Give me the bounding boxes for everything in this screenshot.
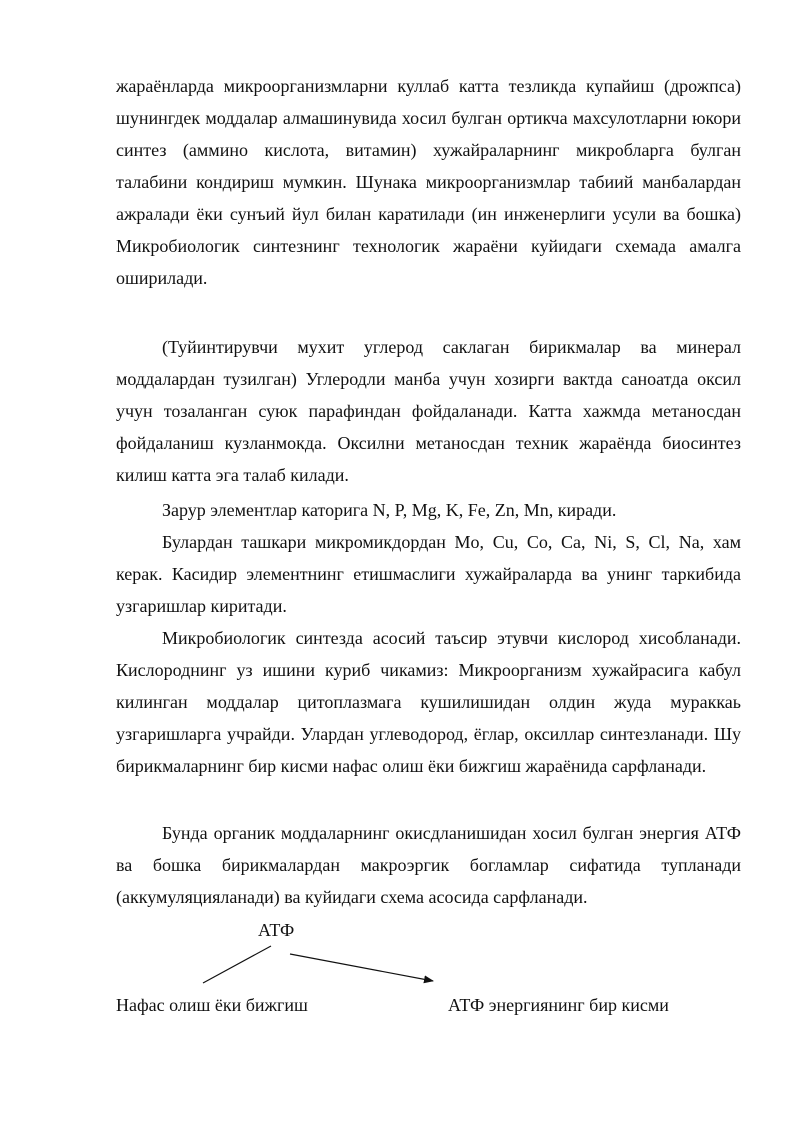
paragraph-2: (Туйинтирувчи мухит углерод саклаган бирикмалар ва минерал моддалардан тузилган) Углеродли манба учун хозирги вактда саноатда оксил учун тозаланган суюк парафиндан фойдаланади. Катта хажмда метаносдан фойдаланиш кузланмокда. Оксилни метаносдан техник жараёнда биосинтез килиш катта эга талаб килади. bbox=[116, 337, 741, 485]
scheme-atp-label: АТФ bbox=[258, 920, 295, 940]
paragraph-6: Бунда органик моддаларнинг окисдланишидан хосил булган энергия АТФ ва бошка бирикмалардан макроэргик богламлар сифатида тупланади (аккумуляцияланади) ва куйидаги схема асосида сарфланади. bbox=[116, 823, 741, 907]
paragraph-5: Микробиологик синтезда асосий таъсир этувчи кислород хисобланади. Кислороднинг уз ишини куриб чикамиз: Микроорганизм хужайрасига кабул килинган моддалар цитоплазмага кушилишидан олдин жуда мураккаь узгаришларга учрайди. Улардан углеводород, ёглар, оксиллар синтезланади. Шу бирикмаларнинг бир кисми нафас олиш ёки бижгиш жараёнида сарфланади. bbox=[116, 628, 741, 776]
scheme-right-label: АТФ энергиянинг бир кисми bbox=[448, 995, 669, 1015]
scheme-left-label: Нафас олиш ёки бижгиш bbox=[116, 995, 308, 1015]
paragraph-1: жараёнларда микроорганизмларни куллаб катта тезликда купайиш (дрожпса) шунингдек моддалар алмашинувида хосил булган ортикча махсулотларни юкори синтез (аммино кислота, витамин) хужайраларнинг микробларга булган талабини кондириш мумкин. Шунака микроорганизмлар табиий манбалардан ажралади ёки сунъий йул билан каратилади (ин инженерлиги усули ва бошка) Микробиологик синтезнинг технологик жараёни куйидаги схемада амалга оширилади. bbox=[116, 76, 741, 288]
arrow-to-respiration bbox=[203, 946, 271, 983]
arrow-to-atp-energy bbox=[290, 954, 433, 981]
paragraph-3: Зарур элементлар каторига N, P, Mg, K, Fe, Zn, Mn, киради. bbox=[162, 500, 617, 520]
paragraph-4: Булардан ташкари микромикдордан Mo, Cu, Co, Ca, Ni, S, Cl, Na, хам керак. Касидир элементнинг етишмаслиги хужайраларда ва унинг таркибида узгаришлар киритади. bbox=[116, 532, 741, 616]
